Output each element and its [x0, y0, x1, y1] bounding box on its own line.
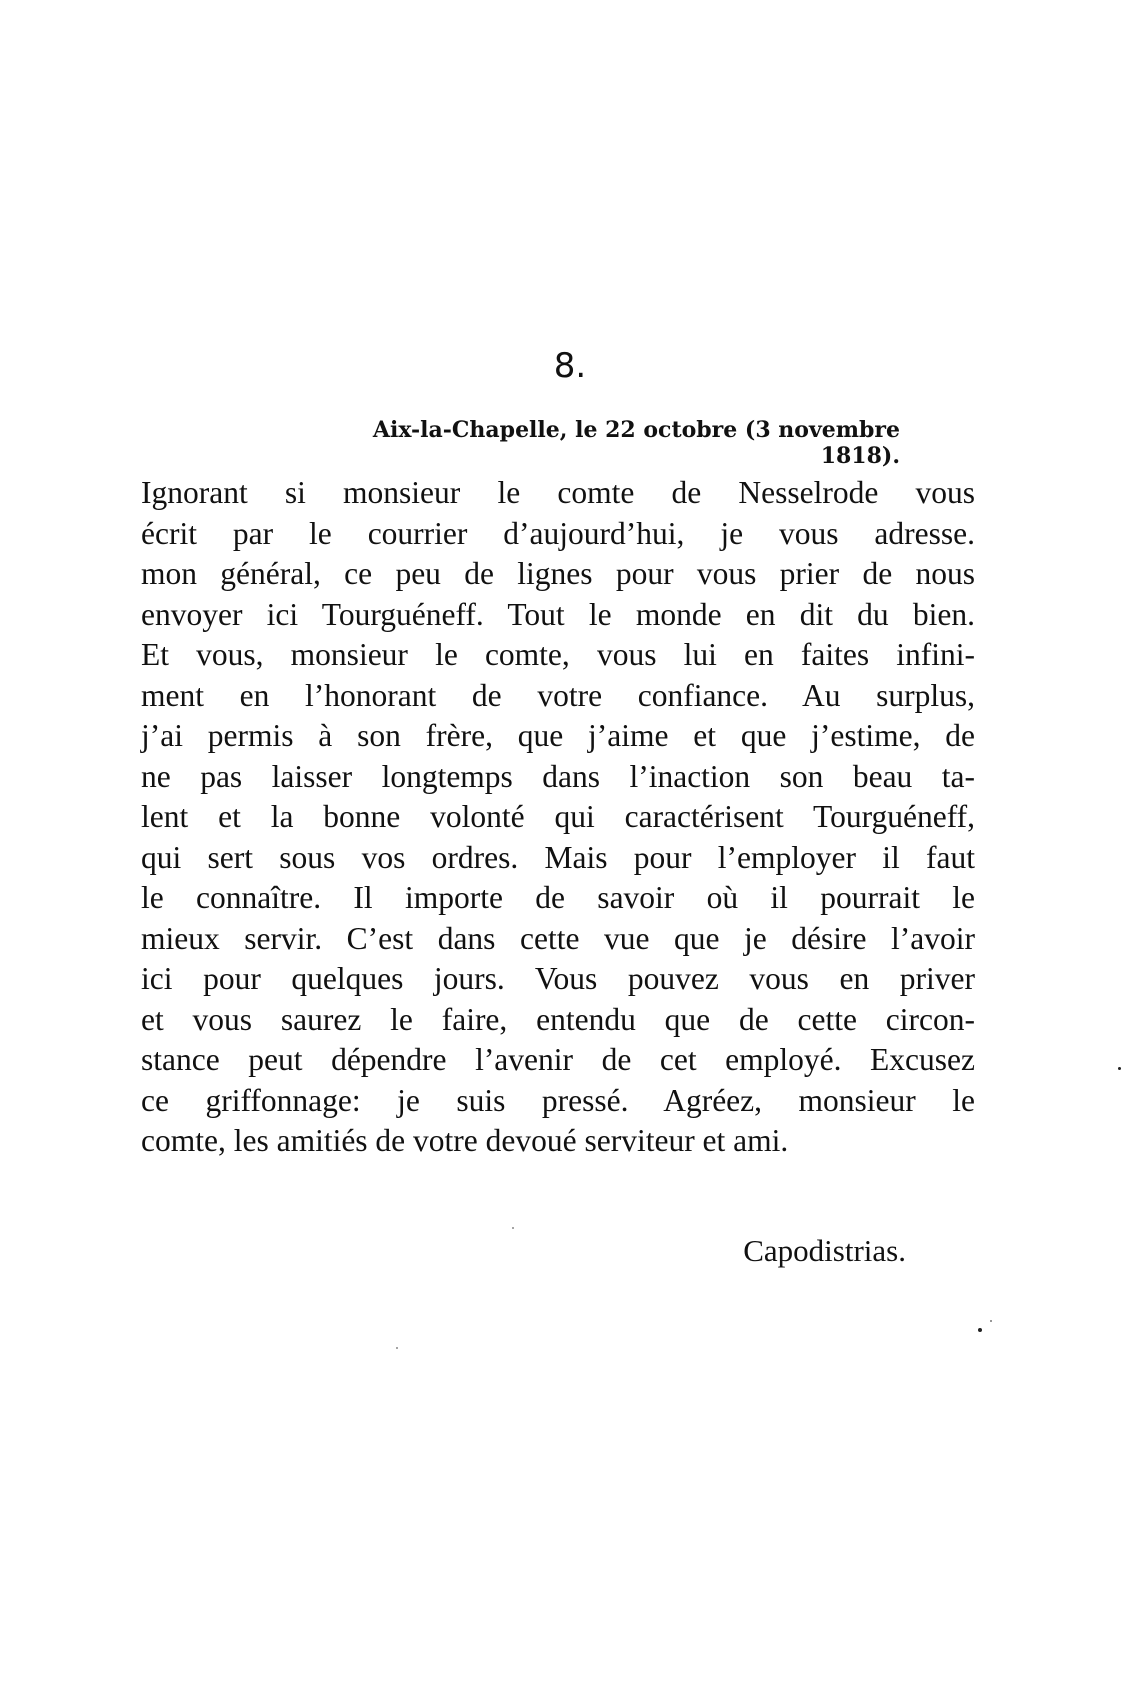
body-line: comte, les amitiés de votre devoué serviteur et ami. [141, 1123, 789, 1158]
body-line: stance peut dépendre l’avenir de cet employé. Excusez [141, 1042, 975, 1077]
scan-speck [512, 1227, 514, 1229]
body-line: qui sert sous vos ordres. Mais pour l’employer il faut [141, 839, 975, 875]
body-line: ce griffonnage: je suis pressé. Agréez, monsieur le [141, 1082, 975, 1118]
body-line: écrit par le courrier d’aujourd’hui, je vous adresse. [141, 515, 975, 551]
body-line: ne pas laisser longtemps dans l’inaction son beau ta- [141, 758, 975, 794]
letter-body [141, 473, 975, 1162]
body-line: et vous saurez le faire, entendu que de cette circon- [141, 1001, 975, 1037]
letter-number: 8. [553, 346, 587, 386]
body-line: Ignorant si monsieur le comte de Nesselrode vous [141, 475, 975, 510]
scan-speck [396, 1347, 398, 1349]
scan-speck [978, 1328, 982, 1332]
body-line: le connaître. Il importe de savoir où il pourrait le [141, 880, 975, 915]
body-line: envoyer ici Tourguéneff. Tout le monde en dit du bien. [141, 596, 975, 632]
body-line: ici pour quelques jours. Vous pouvez vous en priver [141, 961, 975, 996]
scan-speck [1118, 1067, 1121, 1070]
dateline: Aix-la-Chapelle, le 22 octobre (3 novembre 1818). [372, 417, 900, 469]
signature: Capodistrias. [743, 1233, 906, 1268]
body-line: j’ai permis à son frère, que j’aime et que j’estime, de [141, 718, 975, 753]
scan-speck [990, 1320, 992, 1322]
body-line: mon général, ce peu de lignes pour vous prier de nous [141, 556, 975, 591]
body-line: Et vous, monsieur le comte, vous lui en faites infini- [141, 637, 975, 672]
body-line: lent et la bonne volonté qui caractérisent Tourguéneff, [141, 799, 975, 834]
body-line: ment en l’honorant de votre confiance. Au surplus, [141, 677, 975, 713]
body-line: mieux servir. C’est dans cette vue que je désire l’avoir [141, 920, 975, 956]
